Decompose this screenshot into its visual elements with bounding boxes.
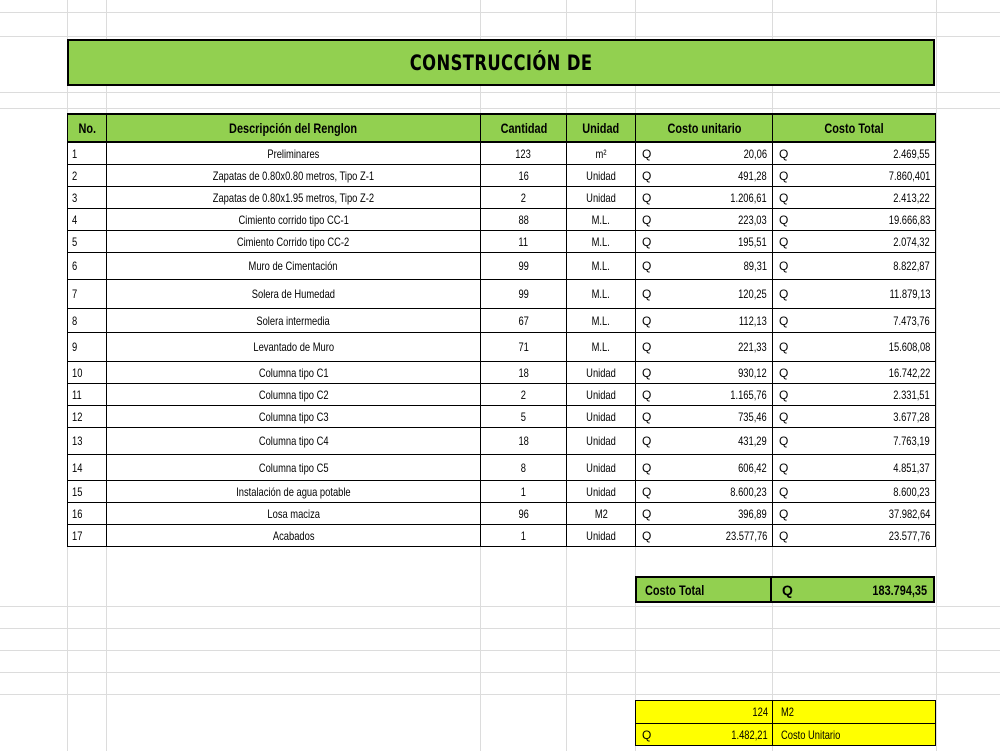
- table-row: [68, 187, 936, 209]
- cell-unidad[interactable]: [567, 455, 636, 481]
- cell-cantidad-text: 2: [520, 190, 527, 205]
- cell-descripcion[interactable]: [107, 481, 481, 503]
- cell-costo-total-value: 11.879,13: [889, 287, 930, 301]
- header-cantidad[interactable]: Cantidad: [481, 114, 567, 142]
- cell-unidad-text: M.L.: [591, 340, 611, 354]
- cell-no[interactable]: [68, 503, 107, 525]
- cell-cantidad-text: 88: [518, 212, 529, 227]
- currency-symbol: Q: [779, 146, 789, 161]
- table-row: [68, 253, 936, 280]
- currency-symbol: Q: [642, 528, 652, 543]
- cell-cantidad-text: 99: [518, 259, 529, 273]
- table-row: [68, 280, 936, 309]
- unit-cost-currency: Q: [642, 728, 652, 742]
- cell-no[interactable]: [68, 525, 107, 547]
- cell-no-text: 9: [72, 340, 78, 354]
- table-row: [68, 209, 936, 231]
- cell-unidad[interactable]: [567, 187, 636, 209]
- currency-symbol: Q: [779, 528, 789, 543]
- cell-unidad-text: Unidad: [586, 168, 616, 183]
- cell-descripcion-text: Preliminares: [267, 146, 320, 161]
- currency-symbol: Q: [779, 365, 789, 380]
- cell-no[interactable]: [68, 309, 107, 333]
- cell-cantidad[interactable]: [481, 280, 567, 309]
- currency-symbol: Q: [779, 387, 789, 402]
- cell-descripcion-text: Solera de Humedad: [251, 287, 336, 301]
- cell-costo-unitario-value: 195,51: [738, 234, 767, 249]
- area-value: 124: [752, 705, 768, 719]
- cell-costo-total[interactable]: [773, 406, 936, 428]
- cell-costo-total-value: 2.074,32: [893, 234, 930, 249]
- cell-costo-unitario-value: 606,42: [738, 460, 767, 475]
- table-row: [68, 362, 936, 384]
- cell-no-text: 3: [72, 190, 78, 205]
- cell-no[interactable]: [68, 455, 107, 481]
- cell-unidad[interactable]: [567, 309, 636, 333]
- cell-no[interactable]: [68, 406, 107, 428]
- cell-costo-unitario-value: 431,29: [738, 434, 767, 448]
- table-row: [68, 503, 936, 525]
- currency-symbol: Q: [642, 212, 652, 227]
- currency-symbol: Q: [642, 365, 652, 380]
- unit-cost-value: 1.482,21: [731, 728, 768, 742]
- unit-cost-value-cell[interactable]: [636, 724, 773, 746]
- cell-costo-unitario-value: 930,12: [738, 365, 767, 380]
- currency-symbol: Q: [642, 387, 652, 402]
- cell-cantidad[interactable]: [481, 333, 567, 362]
- cell-cantidad-text: 67: [518, 313, 529, 328]
- cell-costo-unitario-value: 396,89: [738, 506, 767, 521]
- cell-cantidad[interactable]: [481, 309, 567, 333]
- cell-costo-total[interactable]: [773, 309, 936, 333]
- currency-symbol: Q: [642, 259, 652, 273]
- cell-unidad-text: M.L.: [591, 234, 611, 249]
- cell-costo-unitario-value: 120,25: [738, 287, 767, 301]
- cell-costo-unitario-value: 735,46: [738, 409, 767, 424]
- currency-symbol: Q: [779, 434, 789, 448]
- cell-costo-unitario[interactable]: [636, 525, 773, 547]
- table-row: [68, 231, 936, 253]
- currency-symbol: Q: [779, 168, 789, 183]
- cell-unidad-text: M.L.: [591, 287, 611, 301]
- cell-no-text: 6: [72, 259, 78, 273]
- cell-cantidad[interactable]: [481, 428, 567, 455]
- currency-symbol: Q: [642, 484, 652, 499]
- table-row: [68, 481, 936, 503]
- cell-unidad-text: Unidad: [586, 434, 616, 448]
- cell-costo-unitario[interactable]: [636, 142, 773, 165]
- cell-costo-unitario[interactable]: [636, 428, 773, 455]
- cell-costo-unitario-value: 8.600,23: [730, 484, 767, 499]
- cell-costo-total[interactable]: [773, 165, 936, 187]
- cell-costo-total[interactable]: [773, 525, 936, 547]
- cell-unidad-text: Unidad: [586, 460, 616, 475]
- cell-descripcion-text: Columna tipo C4: [258, 434, 329, 448]
- cell-no[interactable]: [68, 231, 107, 253]
- cell-descripcion-text: Instalación de agua potable: [236, 484, 351, 499]
- unit-cost-label: Costo Unitario: [781, 728, 841, 742]
- cell-costo-total[interactable]: [773, 142, 936, 165]
- cell-unidad[interactable]: [567, 525, 636, 547]
- cell-costo-total-value: 16.742,22: [888, 365, 930, 380]
- cell-costo-total[interactable]: [773, 280, 936, 309]
- currency-symbol: Q: [779, 484, 789, 499]
- cell-costo-total[interactable]: [773, 481, 936, 503]
- cell-no-text: 17: [72, 528, 83, 543]
- cell-costo-total[interactable]: [773, 503, 936, 525]
- cell-costo-total-value: 7.473,76: [893, 313, 930, 328]
- cell-no[interactable]: [68, 481, 107, 503]
- cell-no-text: 4: [72, 212, 78, 227]
- cell-descripcion[interactable]: [107, 231, 481, 253]
- cell-costo-unitario[interactable]: [636, 406, 773, 428]
- cell-costo-unitario[interactable]: [636, 253, 773, 280]
- summary-unit-cost-row: [636, 724, 935, 746]
- cell-no-text: 13: [72, 434, 83, 448]
- cell-cantidad[interactable]: [481, 142, 567, 165]
- cell-unidad[interactable]: [567, 362, 636, 384]
- cell-cantidad[interactable]: [481, 525, 567, 547]
- cell-unidad[interactable]: [567, 165, 636, 187]
- cell-cantidad[interactable]: [481, 455, 567, 481]
- cell-no[interactable]: [68, 165, 107, 187]
- cell-descripcion[interactable]: [107, 455, 481, 481]
- currency-symbol: Q: [779, 313, 789, 328]
- cell-costo-unitario[interactable]: [636, 309, 773, 333]
- cell-costo-unitario-value: 1.165,76: [730, 387, 767, 402]
- cell-unidad-text: M.L.: [591, 313, 611, 328]
- area-unit: M2: [781, 705, 795, 719]
- cell-descripcion[interactable]: [107, 525, 481, 547]
- cell-unidad[interactable]: [567, 209, 636, 231]
- header-costo-unitario[interactable]: Costo unitario: [636, 114, 773, 142]
- cell-costo-total-value: 2.413,22: [893, 190, 930, 205]
- cell-cantidad[interactable]: [481, 253, 567, 280]
- currency-symbol: Q: [779, 460, 789, 475]
- cell-costo-unitario[interactable]: [636, 187, 773, 209]
- cell-cantidad-text: 8: [520, 460, 527, 475]
- cell-costo-unitario[interactable]: [636, 384, 773, 406]
- cell-unidad-text: Unidad: [586, 387, 616, 402]
- currency-symbol: Q: [642, 146, 652, 161]
- page-title[interactable]: [67, 39, 935, 86]
- currency-symbol: Q: [642, 506, 652, 521]
- cell-costo-total[interactable]: [773, 253, 936, 280]
- cell-costo-unitario[interactable]: [636, 481, 773, 503]
- currency-symbol: Q: [642, 460, 652, 475]
- cell-descripcion-text: Muro de Cimentación: [249, 259, 338, 273]
- currency-symbol: Q: [779, 234, 789, 249]
- summary-area-row: [636, 701, 935, 724]
- cell-unidad[interactable]: [567, 280, 636, 309]
- table-row: [68, 333, 936, 362]
- currency-symbol: Q: [642, 409, 652, 424]
- cell-unidad[interactable]: [567, 142, 636, 165]
- cell-cantidad-text: 16: [518, 168, 529, 183]
- cell-costo-total-value: 3.677,28: [893, 409, 930, 424]
- cell-cantidad-text: 96: [518, 506, 529, 521]
- area-unit-cell[interactable]: [773, 701, 935, 723]
- cell-cantidad[interactable]: [481, 209, 567, 231]
- title-text: CONSTRUCCIÓN DE: [409, 50, 593, 75]
- cell-unidad-text: M.L.: [591, 259, 611, 273]
- cell-descripcion-text: Cimiento Corrido tipo CC-2: [237, 234, 350, 249]
- cell-descripcion[interactable]: [107, 142, 481, 165]
- cell-descripcion[interactable]: [107, 406, 481, 428]
- cell-descripcion-text: Losa maciza: [267, 506, 320, 521]
- cell-costo-total-value: 2.469,55: [893, 146, 930, 161]
- currency-symbol: Q: [642, 234, 652, 249]
- cell-descripcion[interactable]: [107, 165, 481, 187]
- cell-no[interactable]: [68, 209, 107, 231]
- cell-descripcion-text: Zapatas de 0.80x1.95 metros, Tipo Z-2: [212, 190, 375, 205]
- cell-descripcion-text: Levantado de Muro: [253, 340, 334, 354]
- cell-costo-total[interactable]: [773, 455, 936, 481]
- cell-unidad[interactable]: [567, 333, 636, 362]
- currency-symbol: Q: [642, 313, 652, 328]
- cell-unidad-text: Unidad: [586, 365, 616, 380]
- cell-descripcion-text: Cimiento corrido tipo CC-1: [238, 212, 349, 227]
- cell-descripcion-text: Columna tipo C1: [258, 365, 329, 380]
- table-row: [68, 309, 936, 333]
- currency-symbol: Q: [779, 287, 789, 301]
- cell-unidad-text: M.L.: [591, 212, 611, 227]
- table-header-row: [68, 114, 936, 142]
- cell-cantidad-text: 18: [518, 434, 529, 448]
- cell-unidad[interactable]: [567, 231, 636, 253]
- cell-costo-total-value: 8.822,87: [893, 259, 930, 273]
- cell-cantidad[interactable]: [481, 384, 567, 406]
- cell-cantidad[interactable]: [481, 406, 567, 428]
- cell-unidad[interactable]: [567, 384, 636, 406]
- cell-no[interactable]: [68, 253, 107, 280]
- cell-costo-total-value: 7.763,19: [893, 434, 930, 448]
- cell-cantidad-text: 5: [520, 409, 527, 424]
- cell-no-text: 5: [72, 234, 78, 249]
- summary-box: [635, 700, 936, 746]
- cell-descripcion[interactable]: [107, 428, 481, 455]
- cell-cantidad-text: 2: [520, 387, 527, 402]
- cell-costo-unitario-value: 491,28: [738, 168, 767, 183]
- cell-costo-total-value: 19.666,83: [888, 212, 930, 227]
- cell-cantidad-text: 1: [520, 484, 527, 499]
- currency-symbol: Q: [779, 506, 789, 521]
- cell-descripcion-text: Columna tipo C3: [258, 409, 329, 424]
- cell-descripcion-text: Zapatas de 0.80x0.80 metros, Tipo Z-1: [212, 168, 375, 183]
- header-unidad[interactable]: Unidad: [567, 114, 636, 142]
- header-no[interactable]: No.: [68, 114, 107, 142]
- cell-no-text: 10: [72, 365, 83, 380]
- cell-no-text: 1: [72, 146, 78, 161]
- cell-cantidad-text: 18: [518, 365, 529, 380]
- cell-costo-total-value: 4.851,37: [893, 460, 930, 475]
- cell-costo-total-value: 7.860,401: [888, 168, 930, 183]
- cell-no-text: 15: [72, 484, 83, 499]
- cell-costo-unitario-value: 221,33: [738, 340, 767, 354]
- cell-cantidad-text: 99: [518, 287, 529, 301]
- total-value-cell[interactable]: [772, 576, 935, 603]
- cell-no[interactable]: [68, 333, 107, 362]
- cell-costo-total[interactable]: [773, 333, 936, 362]
- total-label-cell[interactable]: [635, 576, 772, 603]
- cell-no[interactable]: [68, 384, 107, 406]
- cell-descripcion[interactable]: [107, 187, 481, 209]
- cell-cantidad[interactable]: [481, 165, 567, 187]
- cell-costo-unitario-value: 223,03: [738, 212, 767, 227]
- cell-no[interactable]: [68, 142, 107, 165]
- currency-symbol: Q: [642, 287, 652, 301]
- cell-no-text: 7: [72, 287, 78, 301]
- cell-unidad[interactable]: [567, 481, 636, 503]
- cell-costo-total[interactable]: [773, 362, 936, 384]
- cell-unidad-text: m²: [595, 146, 607, 161]
- cell-costo-unitario[interactable]: [636, 165, 773, 187]
- cell-descripcion[interactable]: [107, 503, 481, 525]
- cell-no-text: 8: [72, 313, 78, 328]
- total-label: Costo Total: [645, 581, 705, 598]
- cell-descripcion-text: Columna tipo C5: [258, 460, 329, 475]
- cell-costo-unitario-value: 23.577,76: [725, 528, 767, 543]
- cell-no[interactable]: [68, 428, 107, 455]
- cell-costo-unitario[interactable]: [636, 503, 773, 525]
- cell-descripcion[interactable]: [107, 209, 481, 231]
- cell-costo-unitario[interactable]: [636, 333, 773, 362]
- cell-unidad-text: Unidad: [586, 528, 616, 543]
- cell-unidad-text: M2: [594, 506, 608, 521]
- cell-costo-total[interactable]: [773, 231, 936, 253]
- currency-symbol: Q: [642, 340, 652, 354]
- cell-costo-unitario[interactable]: [636, 362, 773, 384]
- currency-symbol: Q: [642, 434, 652, 448]
- cell-descripcion[interactable]: [107, 362, 481, 384]
- cell-costo-unitario[interactable]: [636, 209, 773, 231]
- cell-cantidad-text: 123: [515, 146, 532, 161]
- cell-cantidad[interactable]: [481, 187, 567, 209]
- cell-costo-total[interactable]: [773, 187, 936, 209]
- header-descripcion[interactable]: Descripción del Renglon: [107, 114, 481, 142]
- cell-costo-unitario-value: 20,06: [743, 146, 767, 161]
- unit-cost-label-cell[interactable]: [773, 724, 935, 746]
- cell-descripcion[interactable]: [107, 253, 481, 280]
- currency-symbol: Q: [779, 190, 789, 205]
- currency-symbol: Q: [642, 168, 652, 183]
- cell-costo-total[interactable]: [773, 384, 936, 406]
- header-costo-total[interactable]: Costo Total: [773, 114, 936, 142]
- cell-descripcion[interactable]: [107, 280, 481, 309]
- budget-table: [67, 113, 936, 547]
- table-row: [68, 428, 936, 455]
- currency-symbol: Q: [642, 190, 652, 205]
- cell-unidad-text: Unidad: [586, 484, 616, 499]
- table-row: [68, 165, 936, 187]
- cell-descripcion[interactable]: [107, 384, 481, 406]
- cell-costo-unitario-value: 112,13: [739, 313, 767, 328]
- cell-cantidad[interactable]: [481, 362, 567, 384]
- table-row: [68, 406, 936, 428]
- cell-costo-unitario-value: 1.206,61: [730, 190, 767, 205]
- cell-cantidad-text: 11: [518, 234, 529, 249]
- area-value-cell[interactable]: [636, 701, 773, 723]
- cell-descripcion-text: Acabados: [272, 528, 315, 543]
- cell-unidad[interactable]: [567, 503, 636, 525]
- currency-symbol: Q: [779, 409, 789, 424]
- cell-unidad[interactable]: [567, 406, 636, 428]
- cell-no[interactable]: [68, 280, 107, 309]
- cell-unidad-text: Unidad: [586, 190, 616, 205]
- currency-symbol: Q: [779, 259, 789, 273]
- cell-no[interactable]: [68, 187, 107, 209]
- cell-costo-total-value: 23.577,76: [888, 528, 930, 543]
- currency-symbol: Q: [779, 340, 789, 354]
- cell-no-text: 16: [72, 506, 83, 521]
- cell-costo-total-value: 15.608,08: [888, 340, 930, 354]
- table-row: [68, 384, 936, 406]
- cell-costo-total-value: 8.600,23: [893, 484, 930, 499]
- cell-costo-unitario[interactable]: [636, 455, 773, 481]
- cell-descripcion[interactable]: [107, 333, 481, 362]
- cell-costo-total[interactable]: [773, 209, 936, 231]
- cell-cantidad-text: 71: [518, 340, 529, 354]
- cell-descripcion-text: Columna tipo C2: [258, 387, 329, 402]
- cell-cantidad[interactable]: [481, 481, 567, 503]
- cell-no-text: 2: [72, 168, 78, 183]
- cell-costo-total-value: 2.331,51: [893, 387, 930, 402]
- total-currency: Q: [782, 581, 793, 598]
- cell-cantidad[interactable]: [481, 503, 567, 525]
- table-row: [68, 142, 936, 165]
- cell-no-text: 11: [72, 387, 82, 402]
- cell-costo-unitario[interactable]: [636, 280, 773, 309]
- cell-unidad[interactable]: [567, 428, 636, 455]
- cell-descripcion-text: Solera intermedia: [256, 313, 331, 328]
- currency-symbol: Q: [779, 212, 789, 227]
- cell-costo-total-value: 37.982,64: [888, 506, 930, 521]
- cell-cantidad[interactable]: [481, 231, 567, 253]
- cell-cantidad-text: 1: [520, 528, 527, 543]
- cell-costo-unitario[interactable]: [636, 231, 773, 253]
- cell-no[interactable]: [68, 362, 107, 384]
- table-row: [68, 525, 936, 547]
- cell-unidad-text: Unidad: [586, 409, 616, 424]
- cell-costo-unitario-value: 89,31: [743, 259, 767, 273]
- cell-descripcion[interactable]: [107, 309, 481, 333]
- cell-no-text: 14: [72, 460, 83, 475]
- total-value: 183.794,35: [872, 581, 927, 598]
- cell-costo-total[interactable]: [773, 428, 936, 455]
- cell-no-text: 12: [72, 409, 83, 424]
- table-row: [68, 455, 936, 481]
- cell-unidad[interactable]: [567, 253, 636, 280]
